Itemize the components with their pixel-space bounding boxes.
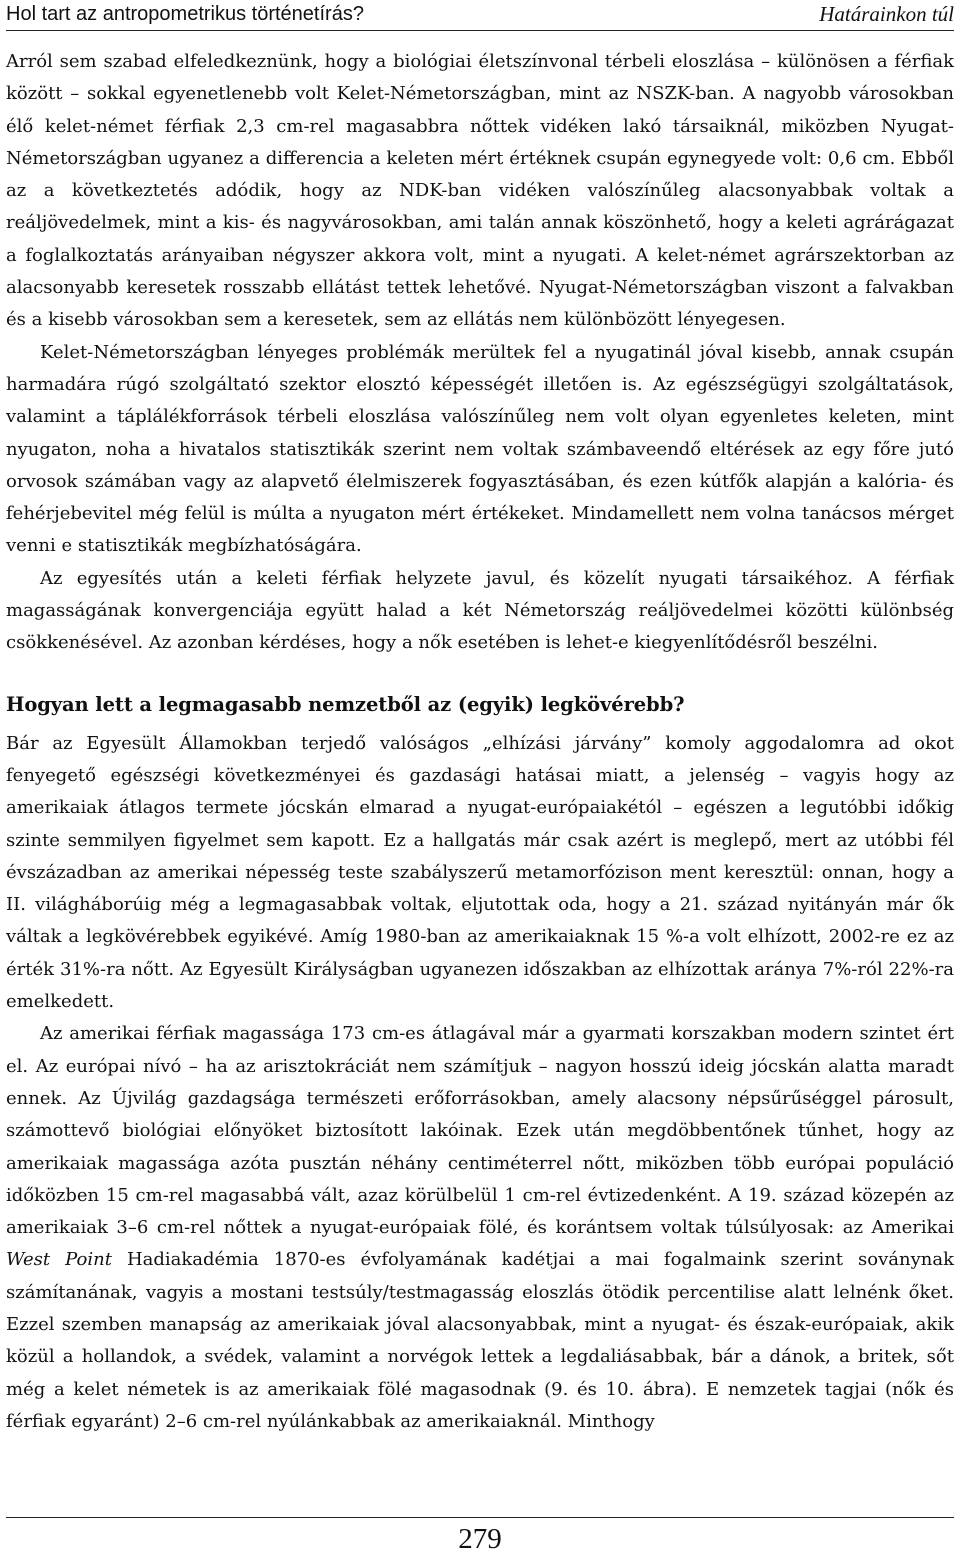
running-header-title: Hol tart az antropometrikus történetírás? xyxy=(6,3,364,25)
running-header xyxy=(6,0,954,31)
paragraph-5-italic-term: West Point xyxy=(6,1249,112,1271)
running-header-section: Határainkon túl xyxy=(819,2,954,26)
paragraph-3: Az egyesítés után a keleti férfiak helyzete javul, és közelít nyugati társaikéhoz. A férfiak magasságának konvergenciája együtt halad a két Németország reáljövedelmei közötti különbség csökkenésével. Az azonban kérdéses, hogy a nők esetében is lehet-e kiegyenlítődésről beszélni. xyxy=(6,567,954,654)
paragraph-5-part-2: Hadiakadémia 1870-es évfolyamának kadétjai a mai fogalmaink szerint soványnak számítanának, vagyis a mostani testsúly/testmagasság eloszlás ötödik percentilise alatt lelnénk őket. Ezzel szemben manapság az amerikaiak jóval alacsonyabbak, mint a nyugat- és észak-európaiak, akik közül a hollandok, a svédek, valamint a norvégok lettek a legdaliásabbak, bár a dánok, a britek, sőt még a kelet németek is az amerikaiak fölé magasodnak (9. és 10. ábra). E nemzetek tagjai (nők és férfiak egyaránt) 2–6 cm-rel nyúlánkabbak az amerikaiaknál. Minthogy xyxy=(6,1249,954,1432)
paragraph-5 xyxy=(6,1018,954,1438)
paragraph-1: Arról sem szabad elfeledkeznünk, hogy a biológiai életszínvonal térbeli eloszlása – különösen a férfiak között – sokkal egyenetlenebb volt Kelet-Németországban, mint az NSZK-ban. A nagyobb városokban élő kelet-német férfiak 2,3 cm-rel magasabbra nőttek vidéken lakó társaiknál, miközben Nyugat-Németországban ugyanez a differencia a keleten mért értéknek csupán egynegyede volt: 0,6 cm. Ebből az a következtetés adódik, hogy az NDK-ban vidéken valószínűleg alacsonyabbak voltak a reáljövedelmek, mint a kis- és nagyvárosokban, ami talán annak köszönhető, hogy a keleti agrárágazat a foglalkoztatás arányaiban négyszer akkora volt, mint a nyugati. A kelet-német agrárszektorban az alacsonyabb keresetek rosszabb ellátást tettek lehetővé. Nyugat-Németországban viszont a falvakban és a kisebb városokban sem a keresetek, sem az ellátás nem különbözött lényegesen. xyxy=(6,51,954,331)
section-heading: Hogyan lett a legmagasabb nemzetből az (egyik) legkövérebb? xyxy=(6,692,685,716)
page-number: 279 xyxy=(458,1523,502,1555)
page-body xyxy=(6,46,954,1438)
paragraph-2: Kelet-Németországban lényeges problémák merültek fel a nyugatinál jóval kisebb, annak csupán harmadára rúgó szolgáltató szektor elosztó képességét illetően is. Az egészségügyi szolgáltatások, valamint a táplálékforrások térbeli eloszlása valószínűleg nem volt olyan egyenletes keleten, mint nyugaton, noha a hivatalos statisztikák szerint nem voltak számbaveendő eltérések az egy főre jutó orvosok számában vagy az alapvető élelmiszerek fogyasztásában, és ezen kútfők alapján a kalória- és fehérjebevitel még felül is múlta a nyugaton mért értékeket. Mindamellett nem volna tanácsos mérget venni e statisztikák megbízhatóságára. xyxy=(6,341,954,557)
paragraph-4: Bár az Egyesült Államokban terjedő valóságos „elhízási járvány” komoly aggodalomra ad okot fenyegető egészségi következményei és gazdasági hatásai miatt, a jelenség – vagyis hogy az amerikaiak átlagos termete jócskán elmarad a nyugat-európaiakétól – egészen a legutóbbi időkig szinte semmilyen figyelmet sem kapott. Ez a hallgatás már csak azért is meglepő, mert az utóbbi fél évszázadban az amerikai népesség teste szabályszerű metamorfózison ment keresztül: onnan, hogy a II. világháborúig még a legmagasabbak voltak, eljutottak oda, hogy a 21. század nyitányán már ők váltak a legkövérebbek egyikévé. Amíg 1980-ban az amerikaiaknak 15 %-a volt elhízott, 2002-re ez az érték 31%-ra nőtt. Az Egyesült Királyságban ugyanezen időszakban az elhízottak aránya 7%-ról 22%-ra emelkedett. xyxy=(6,732,954,1013)
footer-divider xyxy=(6,1517,954,1518)
paragraph-5-part-1: Az amerikai férfiak magassága 173 cm-es átlagával már a gyarmati korszakban modern szintet ért el. Az európai nívó – ha az arisztokráciát nem számítjuk – nagyon hosszú ideig jócskán alatta maradt ennek. Az Újvilág gazdagsága természeti erőforrásokban, amely alacsony népsűrűséggel párosult, számottevő biológiai előnyöket biztosított lakóinak. Ezek után megdöbbentőnek tűnhet, hogy az amerikaiak magassága azóta pusztán néhány centiméterrel nőtt, miközben több európai populáció időközben 15 cm-rel magasabbá vált, azaz körülbelül 1 cm-rel évtizedenként. A 19. század közepén az amerikaiak 3–6 cm-rel nőttek a nyugat-európaiak fölé, és korántsem voltak túlsúlyosak: az Amerikai xyxy=(6,1023,954,1239)
